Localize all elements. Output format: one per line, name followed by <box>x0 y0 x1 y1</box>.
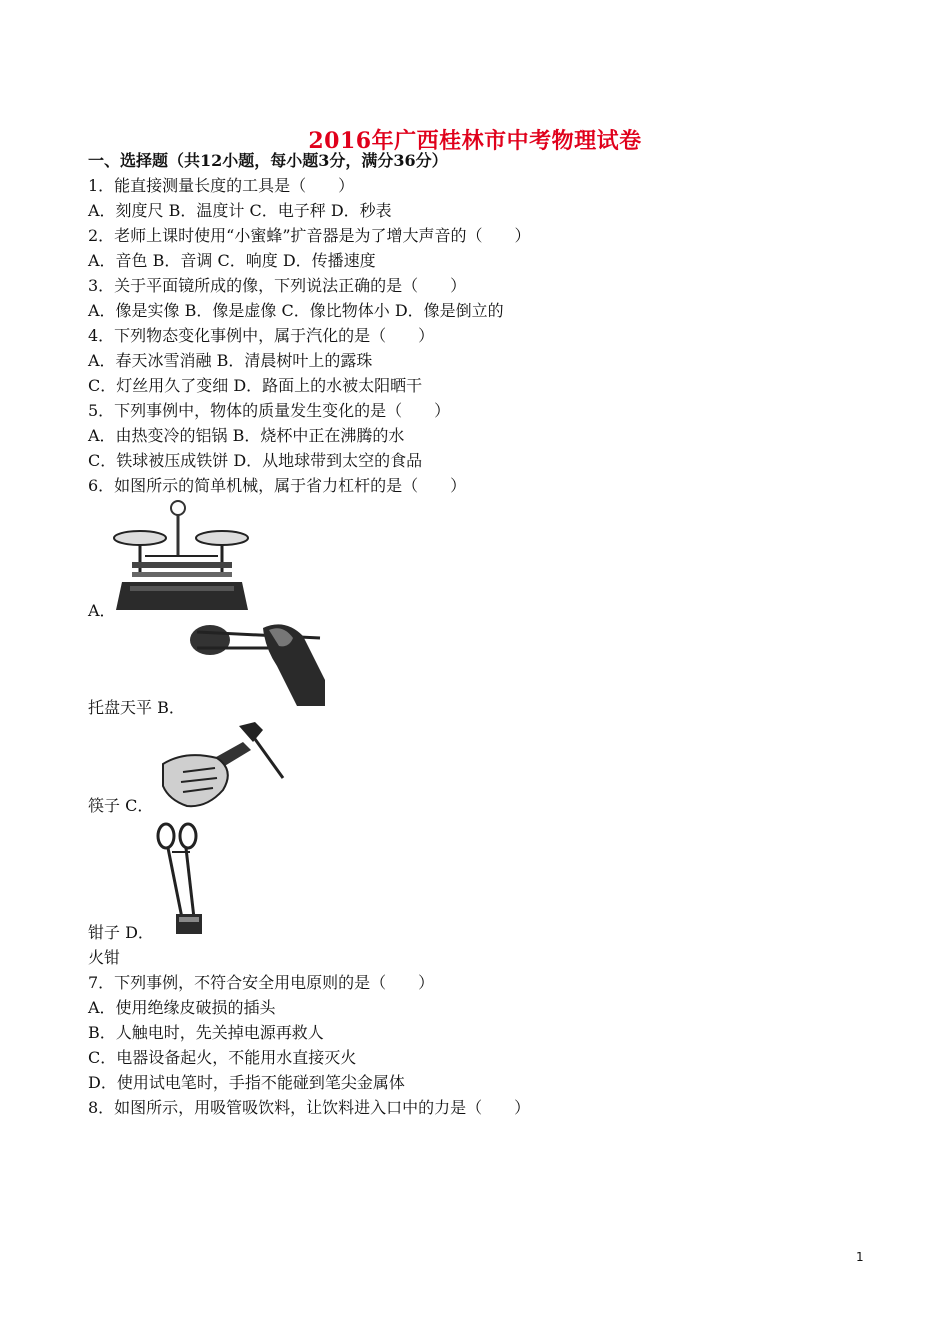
question-7-option-b: B．人触电时，先关掉电源再救人 <box>88 1023 324 1042</box>
question-2-options: A．音色 B．音调 C．响度 D．传播速度 <box>88 251 376 270</box>
question-3-options: A．像是实像 B．像是虚像 C．像比物体小 D．像是倒立的 <box>88 301 504 320</box>
option-a-label: A． <box>88 601 116 620</box>
question-1-stem: 1．能直接测量长度的工具是（ ） <box>88 176 355 195</box>
option-d-label: 钳子 D． <box>88 923 154 942</box>
question-4-stem: 4．下列物态变化事例中，属于汽化的是（ ） <box>88 326 435 345</box>
chopsticks-image <box>185 618 327 708</box>
page-title: 2016年广西桂林市中考物理试卷 <box>308 128 642 154</box>
option-d-caption: 火钳 <box>88 948 121 967</box>
question-7-option-a: A．使用绝缘皮破损的插头 <box>88 998 276 1017</box>
question-2-stem: 2．老师上课时使用“小蜜蜂”扩音器是为了增大声音的（ ） <box>88 226 531 245</box>
question-5-stem: 5．下列事例中，物体的质量发生变化的是（ ） <box>88 401 451 420</box>
option-b-label: 托盘天平 B． <box>88 698 185 717</box>
fire-tongs-image <box>150 822 210 937</box>
question-6-stem: 6．如图所示的简单机械，属于省力杠杆的是（ ） <box>88 476 467 495</box>
balance-scale-image <box>110 500 255 615</box>
question-4-options-1: A．春天冰雪消融 B．清晨树叶上的露珠 <box>88 351 373 370</box>
pliers-image <box>155 720 287 810</box>
option-c-label: 筷子 C． <box>88 796 154 815</box>
section-heading: 一、选择题（共12小题，每小题3分，满分36分） <box>88 151 448 170</box>
question-3-stem: 3．关于平面镜所成的像，下列说法正确的是（ ） <box>88 276 467 295</box>
question-5-options-1: A．由热变冷的铝锅 B．烧杯中正在沸腾的水 <box>88 426 405 445</box>
page-number: 1 <box>856 1250 864 1264</box>
question-7-stem: 7．下列事例，不符合安全用电原则的是（ ） <box>88 973 435 992</box>
question-7-option-d: D．使用试电笔时，手指不能碰到笔尖金属体 <box>88 1073 405 1092</box>
question-7-option-c: C．电器设备起火，不能用水直接灭火 <box>88 1048 357 1067</box>
question-8-stem: 8．如图所示，用吸管吸饮料，让饮料进入口中的力是（ ） <box>88 1098 531 1117</box>
question-4-options-2: C．灯丝用久了变细 D．路面上的水被太阳晒干 <box>88 376 423 395</box>
question-5-options-2: C．铁球被压成铁饼 D．从地球带到太空的食品 <box>88 451 423 470</box>
question-1-options: A．刻度尺 B．温度计 C．电子秤 D．秒表 <box>88 201 392 220</box>
